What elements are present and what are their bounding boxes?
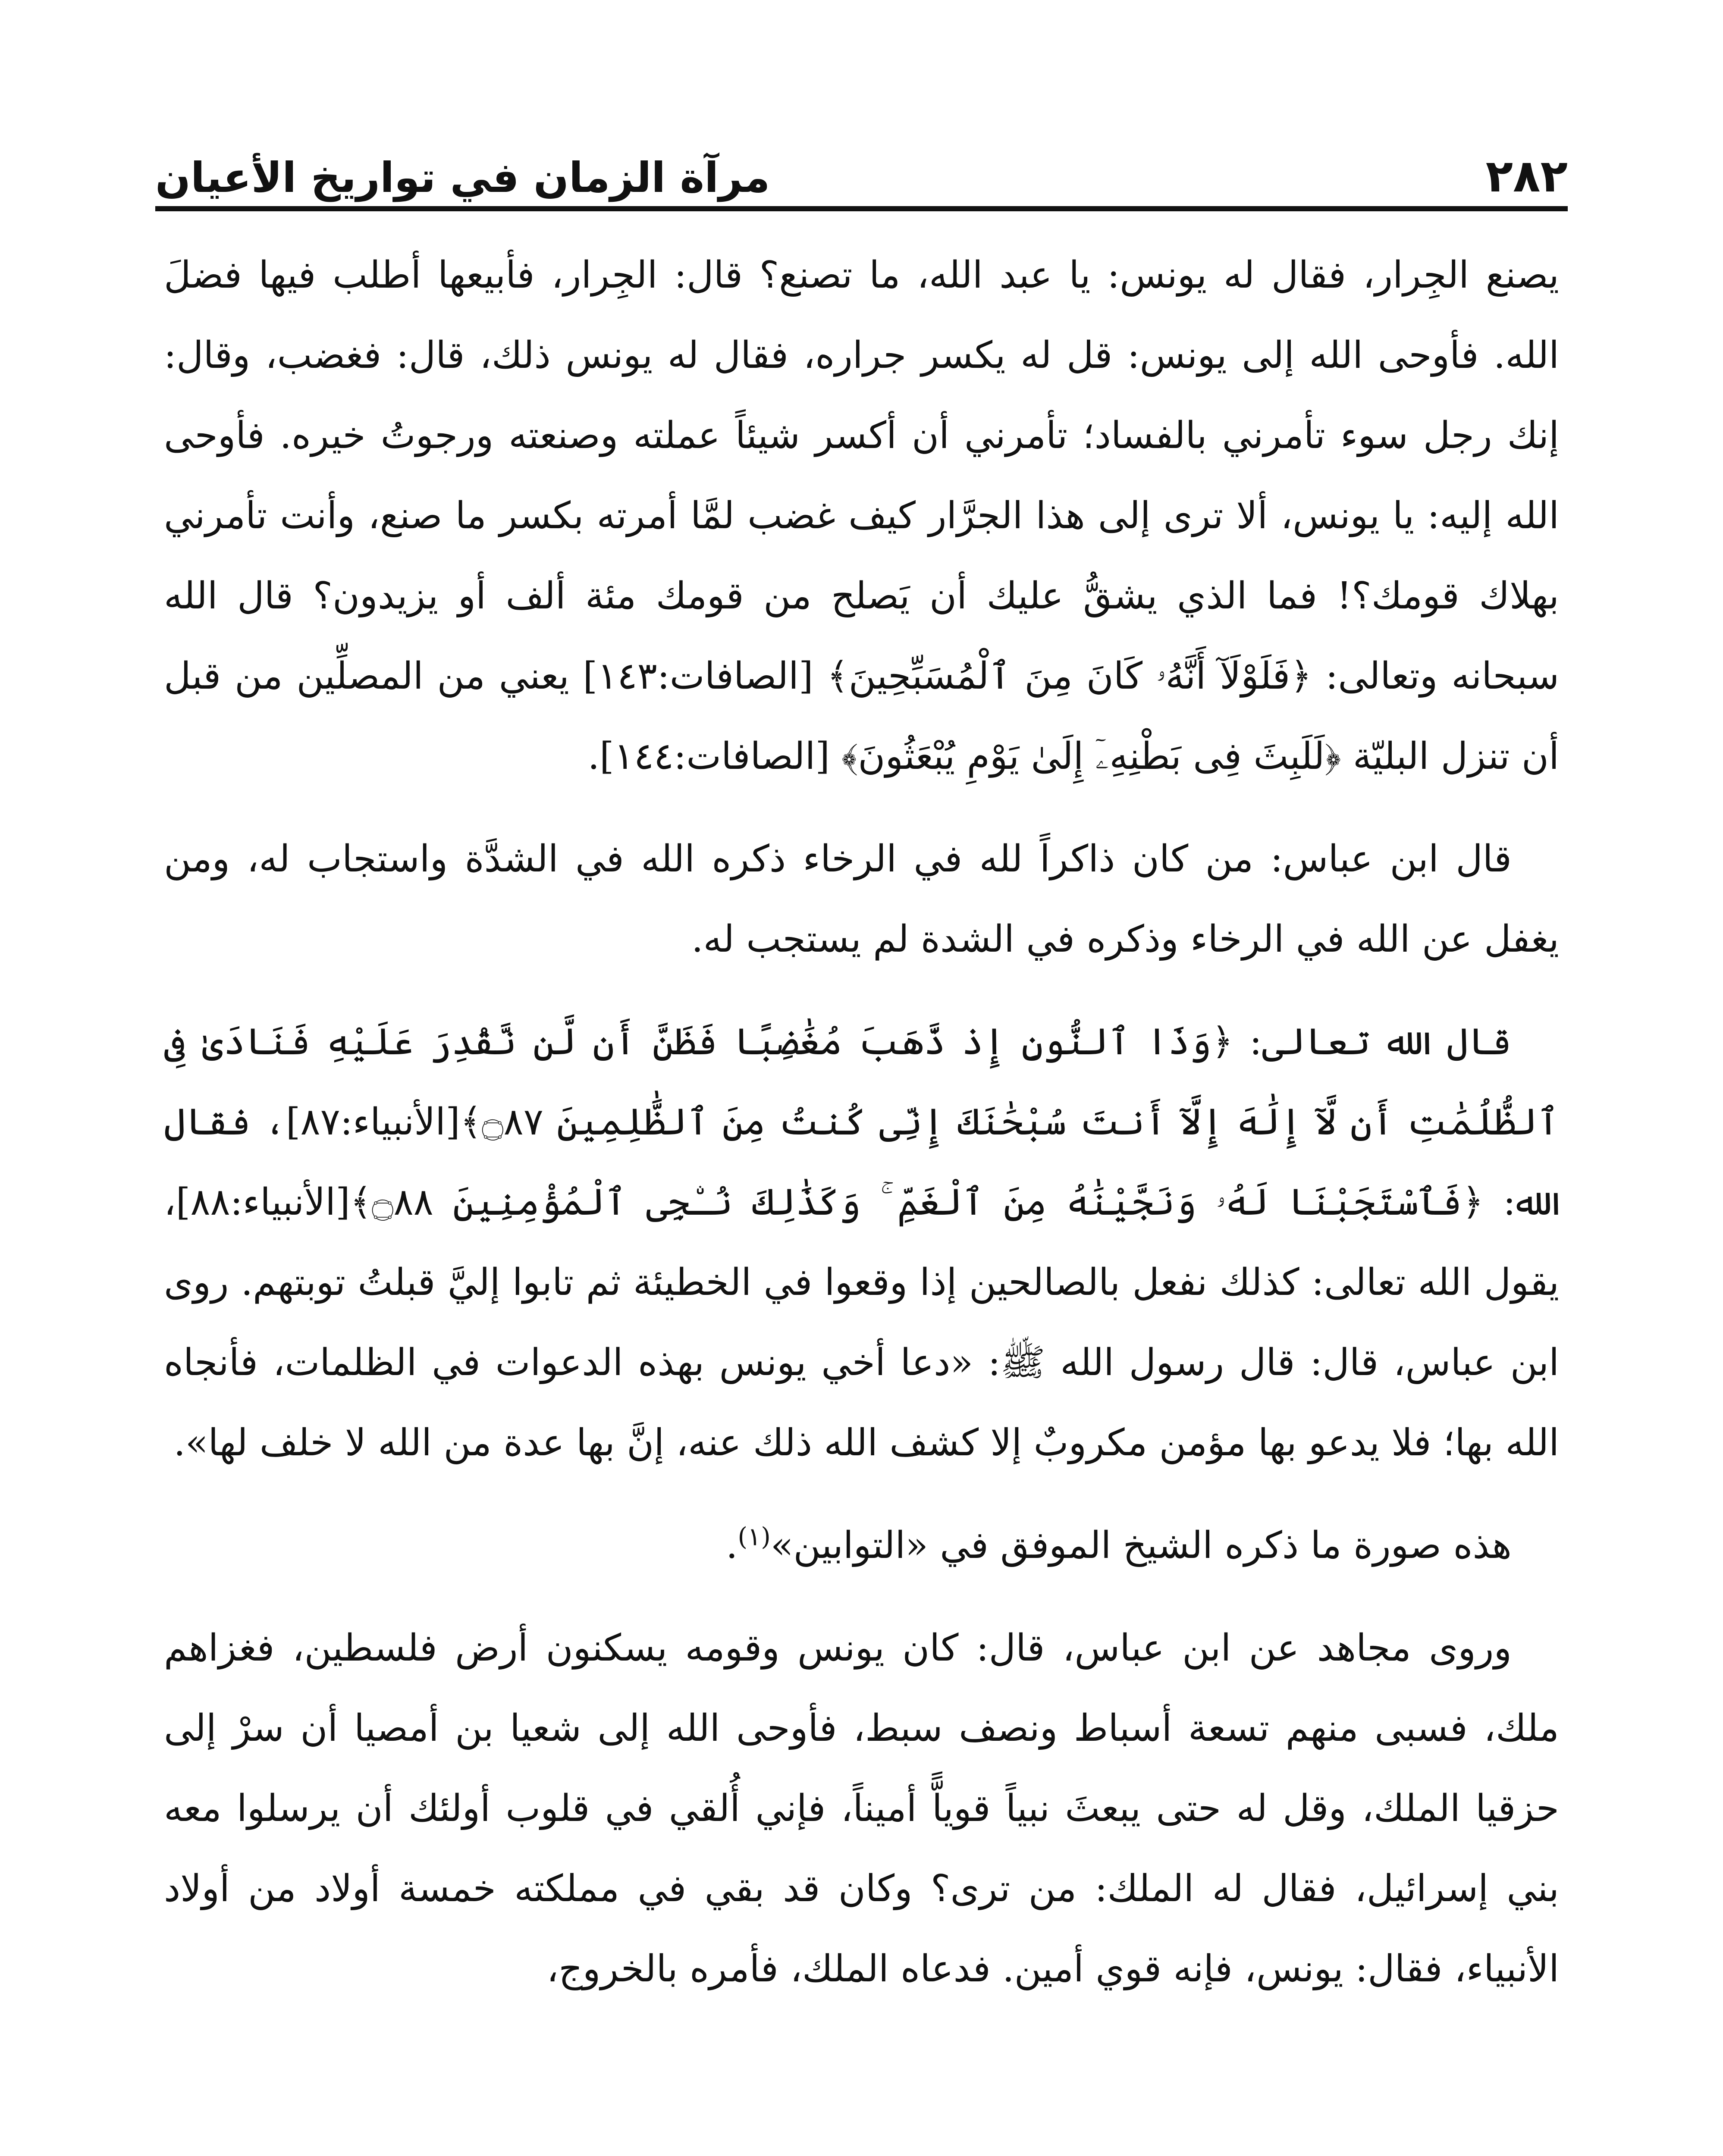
- paragraph-1: يصنع الجِرار، فقال له يونس: يا عبد الله، ما تصنع؟ قال: الجِرار، فأبيعها أطلب فيها فضلَ الله. فأوحى الله إلى يونس: قل له يكسر جراره، فقال له يونس ذلك، قال: فغضب، وقال: إنك رجل سوء تأمرني بالفساد؛ تأمرني أن أكسر شيئاً عملته وصنعته ورجوتُ خيره. فأوحى الله إليه: يا يونس، ألا ترى إلى هذا الجرَّار كيف غضب لمَّا أمرته بكسر ما صنع، وأنت تأمرني بهلاك قومك؟! فما الذي يشقُّ عليك أن يَصلح من قومك مئة ألف أو يزيدون؟ قال الله سبحانه وتعالى: ﴿فَلَوْلَآ أَنَّهُۥ كَانَ مِنَ ٱلْمُسَبِّحِينَ﴾ [الصافات:١٤٣] يعني من المصلِّين من قبل أن تنزل البليّة ﴿لَلَبِثَ فِى بَطْنِهِۦٓ إِلَىٰ يَوْمِ يُبْعَثُونَ﴾ [الصافات:١٤٤].: [164, 254, 1560, 778]
- paragraph-4: [164, 1505, 1559, 1586]
- paragraph-4-text: هذه صورة ما ذكره الشيخ الموفق في «التوابين»: [770, 1524, 1512, 1567]
- paragraph-3: قال الله تعالى: ﴿وَذَا ٱلنُّونِ إِذ ذَّهَبَ مُغَٰضِبًا فَظَنَّ أَن لَّن نَّقْدِرَ عَلَيْهِ فَنَادَىٰ فِى ٱلظُّلُمَٰتِ أَن لَّآ إِلَٰهَ إِلَّآ أَنتَ سُبْحَٰنَكَ إِنِّى كُنتُ مِنَ ٱلظَّٰلِمِينَ ۝٨٧﴾[الأنبياء:٨٧]، فقال الله: ﴿فَٱسْتَجَبْنَا لَهُۥ وَنَجَّيْنَٰهُ مِنَ ٱلْغَمِّ ۚ وَكَذَٰلِكَ نُـۨجِى ٱلْمُؤْمِنِينَ ۝٨٨﴾[الأنبياء:٨٨]، يقول الله تعالى: كذلك نفعل بالصالحين إذا وقعوا في الخطيئة ثم تابوا إليَّ قبلتُ توبتهم. روى ابن عباس، قال: قال رسول الله ﷺ: «دعا أخي يونس بهذه الدعوات في الظلمات، فأنجاه الله بها؛ فلا يدعو بها مؤمن مكروبٌ إلا كشف الله ذلك عنه، إنَّ بها عدة من الله لا خلف لها».: [164, 1020, 1560, 1464]
- header-divider: [155, 206, 1568, 211]
- paragraph-2: قال ابن عباس: من كان ذاكراً لله في الرخاء ذكره الله في الشدَّة واستجاب له، ومن يغفل عن الله في الرخاء وذكره في الشدة لم يستجب له.: [164, 837, 1559, 961]
- running-title: مرآة الزمان في تواريخ الأعيان: [155, 154, 770, 202]
- main-text: [164, 235, 1559, 2009]
- paragraph-5: وروى مجاهد عن ابن عباس، قال: كان يونس وقومه يسكنون أرض فلسطين، فغزاهم ملك، فسبى منهم تسعة أسباط ونصف سبط، فأوحى الله إلى شعيا بن أمصيا أن سرْ إلى حزقيا الملك، وقل له حتى يبعثَ نبياً قوياًّ أميناً، فإني أُلقي في قلوب أولئك أن يرسلوا معه بني إسرائيل، فقال له الملك: من ترى؟ وكان قد بقي في مملكته خمسة أولاد من أولاد الأنبياء، فقال: يونس، فإنه قوي أمين. فدعاه الملك، فأمره بالخروج،: [164, 1626, 1559, 1990]
- footnote-reference: (١): [738, 1522, 771, 1551]
- paragraph-4-end: .: [726, 1524, 738, 1567]
- page-number: ٢٨٢: [1485, 150, 1568, 202]
- running-header: [155, 129, 1568, 202]
